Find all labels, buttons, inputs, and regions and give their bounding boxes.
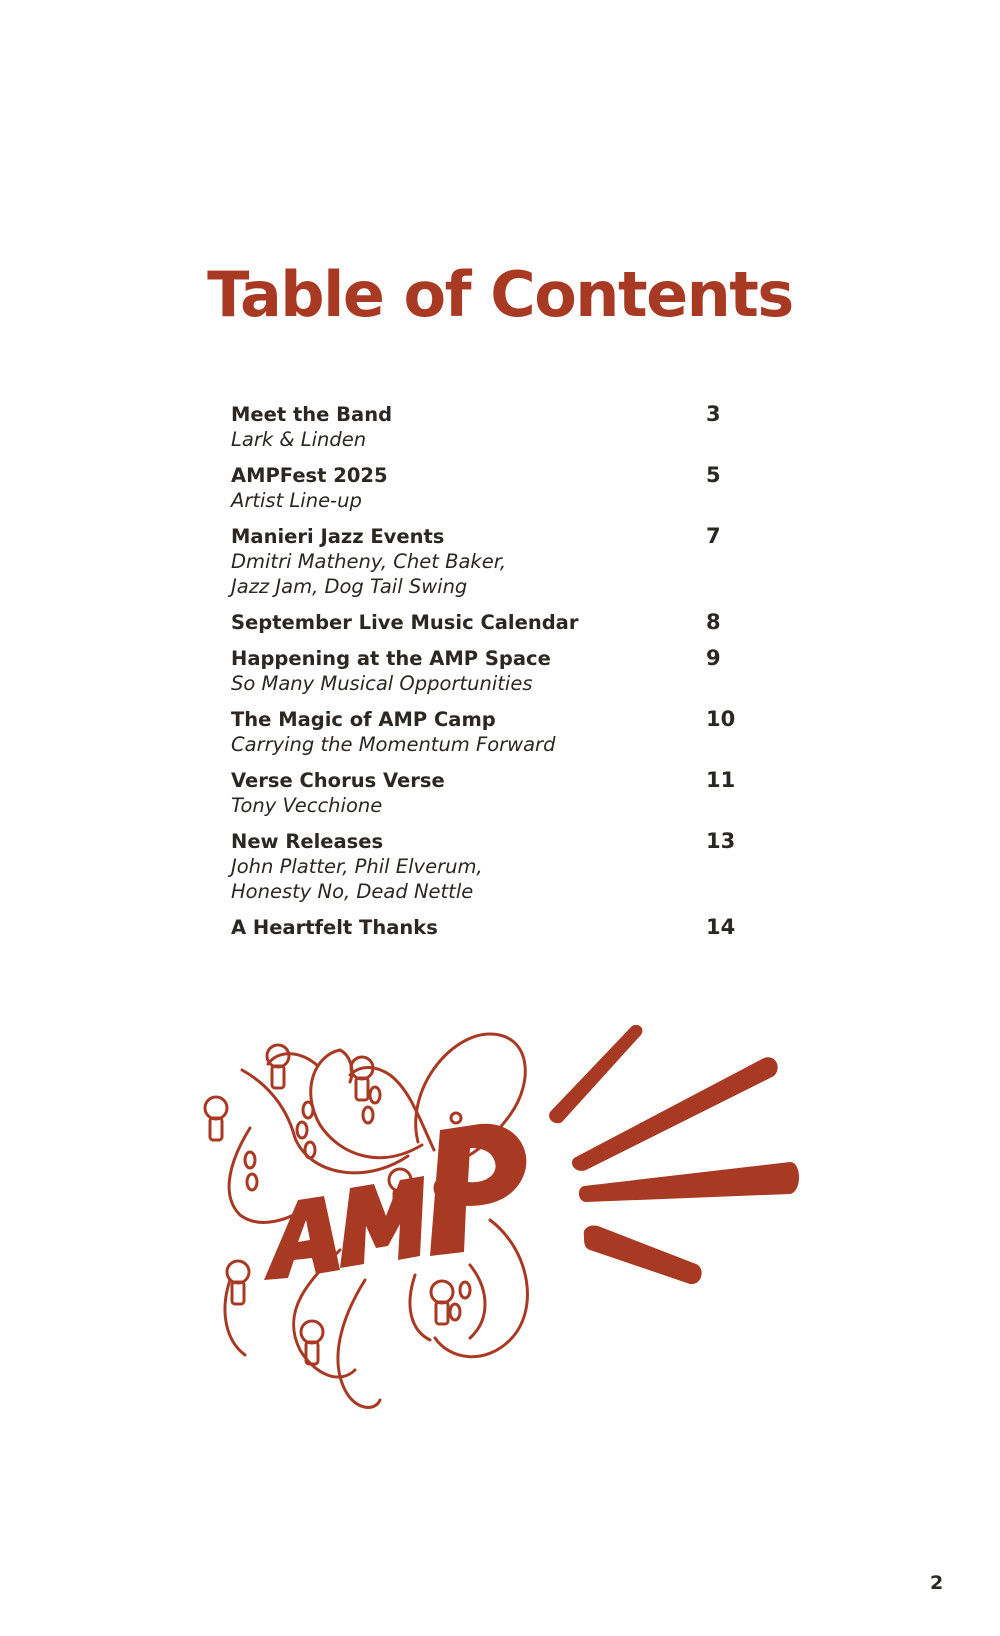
- toc-entry-subtitle: John Platter, Phil Elverum, Honesty No, Dead Nettle: [231, 855, 483, 903]
- toc-entry[interactable]: [231, 707, 751, 757]
- toc-entry-heading: A Heartfelt Thanks: [231, 916, 438, 939]
- toc-entry[interactable]: [231, 463, 751, 513]
- page-number: 2: [930, 1572, 944, 1594]
- toc-entry-heading: Verse Chorus Verse: [231, 769, 445, 792]
- toc-entry-page: 3: [706, 402, 721, 426]
- table-of-contents: [231, 402, 751, 951]
- toc-entry-page: 14: [706, 915, 736, 939]
- toc-entry[interactable]: [231, 915, 751, 940]
- toc-entry[interactable]: [231, 646, 751, 696]
- toc-entry[interactable]: [231, 768, 751, 818]
- toc-entry-heading: September Live Music Calendar: [231, 611, 579, 634]
- toc-entry-subtitle: Lark & Linden: [231, 428, 367, 451]
- toc-entry-subtitle: Carrying the Momentum Forward: [231, 733, 556, 756]
- toc-entry-heading: The Magic of AMP Camp: [231, 708, 496, 731]
- toc-entry-page: 10: [706, 707, 736, 731]
- toc-entry-page: 13: [706, 829, 736, 853]
- toc-entry-page: 11: [706, 768, 736, 792]
- toc-entry-subtitle: So Many Musical Opportunities: [231, 672, 533, 695]
- page-title: Table of Contents: [207, 258, 793, 331]
- toc-entry-subtitle: Dmitri Matheny, Chet Baker, Jazz Jam, Dog Tail Swing: [231, 550, 507, 598]
- toc-entry-heading: Manieri Jazz Events: [231, 525, 445, 548]
- toc-entry-heading: AMPFest 2025: [231, 464, 388, 487]
- toc-entry-page: 8: [706, 610, 721, 634]
- toc-entry[interactable]: [231, 402, 751, 452]
- toc-entry-page: 5: [706, 463, 721, 487]
- toc-entry[interactable]: [231, 829, 751, 904]
- octopus-microphone-logo: [190, 1020, 850, 1450]
- toc-entry[interactable]: [231, 524, 751, 599]
- toc-entry-heading: Happening at the AMP Space: [231, 647, 551, 670]
- toc-entry-subtitle: Tony Vecchione: [231, 794, 383, 817]
- toc-entry-heading: New Releases: [231, 830, 384, 853]
- toc-entry[interactable]: [231, 610, 751, 635]
- toc-entry-page: 7: [706, 524, 721, 548]
- toc-entry-subtitle: Artist Line-up: [231, 489, 362, 512]
- toc-entry-page: 9: [706, 646, 721, 670]
- toc-entry-heading: Meet the Band: [231, 403, 393, 426]
